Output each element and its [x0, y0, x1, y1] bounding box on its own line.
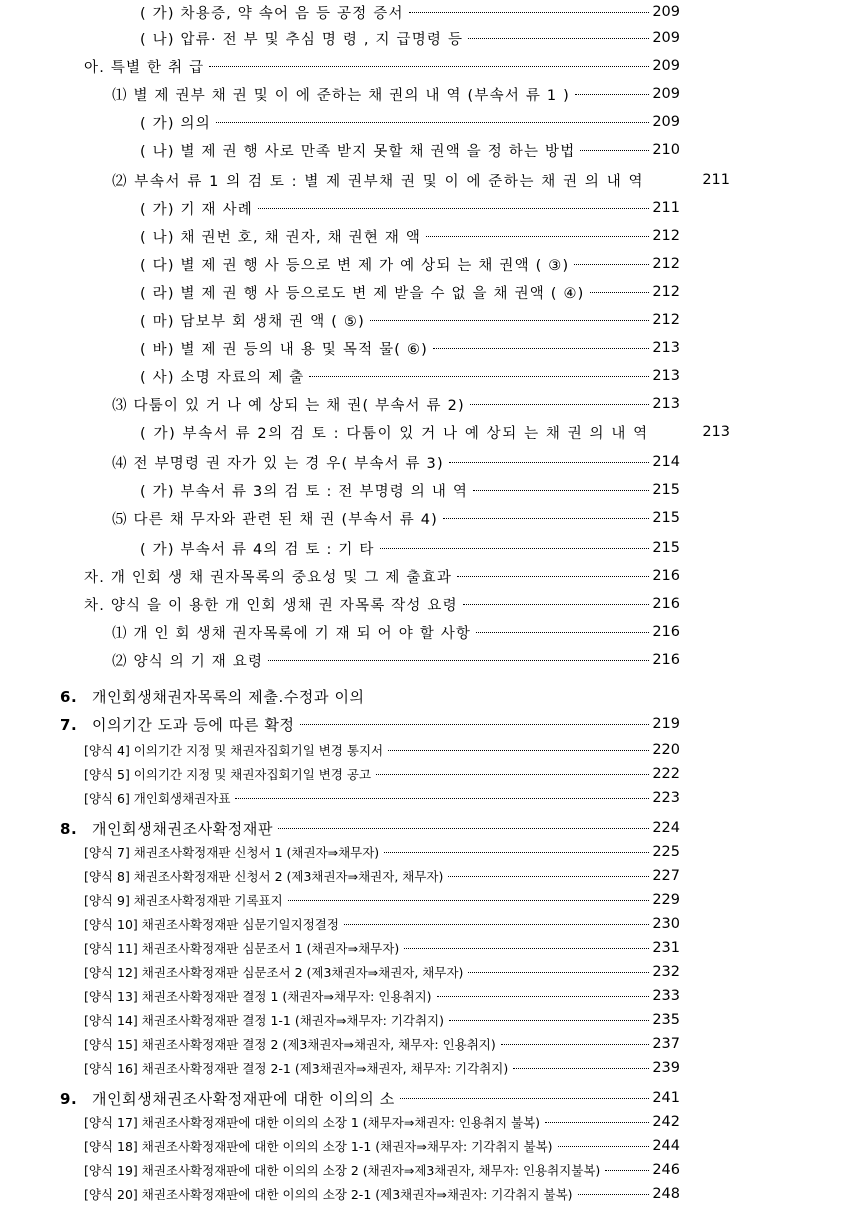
toc-entry[interactable]: [140, 420, 730, 444]
toc-entry-title: ( 라) 별 제 권 행 사 등으로도 변 제 받을 수 없 을 채 권액 ( ④): [140, 285, 585, 302]
page-number: 232: [652, 964, 680, 980]
toc-entry-title: ( 나) 압류· 전 부 및 추심 명 령 , 지 급명령 등: [140, 31, 464, 48]
toc-entry-title: [양식 17] 채권조사확정재판에 대한 이의의 소장 1 (채무자⇒채권자: 인용취지 불복): [84, 1115, 541, 1130]
toc-entry-title: [양식 16] 채권조사확정재판 결정 2-1 (제3채권자⇒채권자, 채무자: 기각취지): [84, 1061, 509, 1076]
page-number: 211: [702, 172, 730, 188]
page-number: 209: [652, 4, 680, 20]
page-number: 213: [652, 340, 680, 356]
leader-dots: [449, 461, 649, 463]
leader-dots: [216, 121, 649, 123]
leader-dots: [288, 899, 650, 901]
page-number: 227: [652, 868, 680, 884]
toc-entry-title: ( 가) 부속서 류 2의 검 토 : 다툼이 있 거 나 예 상되 는 채 권 의 내 역: [140, 425, 649, 442]
toc-form-entry[interactable]: [84, 1032, 680, 1056]
leader-dots: [448, 875, 649, 877]
leader-dots: [278, 827, 649, 829]
toc-entry-title: [60, 1088, 398, 1109]
toc-entry-title: ( 가) 의의: [140, 115, 211, 132]
leader-dots: [558, 1145, 650, 1147]
page-number: 239: [652, 1060, 680, 1076]
page-number: 209: [652, 86, 680, 102]
chapter-number: 8.: [60, 819, 78, 838]
toc-form-entry[interactable]: [84, 936, 680, 960]
toc-form-entry[interactable]: [84, 738, 680, 762]
toc-entry-title: ( 나) 채 권번 호, 채 권자, 채 권현 재 액: [140, 229, 422, 246]
page-number: 212: [652, 256, 680, 272]
page-number: 213: [652, 396, 680, 412]
toc-form-entry[interactable]: [84, 888, 680, 912]
toc-entry[interactable]: [84, 564, 680, 588]
leader-dots: [376, 773, 649, 775]
page-number: 231: [652, 940, 680, 956]
leader-dots: [235, 797, 649, 799]
toc-entry[interactable]: [112, 620, 680, 644]
toc-entry[interactable]: [84, 54, 680, 78]
leader-dots: [470, 403, 649, 405]
leader-dots: [590, 291, 650, 293]
page-number: 214: [652, 454, 680, 470]
leader-dots: [449, 1019, 649, 1021]
toc-form-entry[interactable]: [84, 1182, 680, 1206]
leader-dots: [501, 1043, 650, 1045]
page-number: 209: [652, 30, 680, 46]
leader-dots: [209, 65, 649, 67]
leader-dots: [409, 11, 650, 13]
toc-form-entry[interactable]: [84, 984, 680, 1008]
toc-form-entry[interactable]: [84, 1134, 680, 1158]
page-number: 233: [652, 988, 680, 1004]
page-number: 246: [652, 1162, 680, 1178]
page-number: 216: [652, 568, 680, 584]
toc-form-entry[interactable]: [84, 912, 680, 936]
toc-entry-title: [양식 18] 채권조사확정재판에 대한 이의의 소장 1-1 (채권자⇒채무자: 기각취지 불복): [84, 1139, 553, 1154]
toc-entry-title: ( 가) 부속서 류 3의 검 토 : 전 부명령 의 내 역: [140, 483, 469, 500]
page-number: 229: [652, 892, 680, 908]
page-number: 212: [652, 284, 680, 300]
chapter-number: 9.: [60, 1089, 78, 1108]
toc-entry[interactable]: [112, 168, 730, 192]
toc-entry[interactable]: [112, 392, 680, 416]
leader-dots: [605, 1169, 649, 1171]
toc-entry-title: [양식 11] 채권조사확정재판 심문조서 1 (채권자⇒채무자): [84, 941, 400, 956]
toc-entry[interactable]: [140, 536, 680, 560]
toc-entry-title: [양식 13] 채권조사확정재판 결정 1 (채권자⇒채무자: 인용취지): [84, 989, 432, 1004]
chapter-number: 7.: [60, 715, 78, 734]
toc-entry-title: ⑷ 전 부명령 권 자가 있 는 경 우( 부속서 류 3): [112, 455, 444, 472]
toc-entry-title: [양식 9] 채권조사확정재판 기록표지: [84, 893, 283, 908]
chapter-number: 6.: [60, 687, 78, 706]
toc-entry-title: [60, 714, 298, 735]
leader-dots: [463, 603, 649, 605]
toc-chapter-entry[interactable]: [60, 712, 680, 736]
toc-entry-title: [양식 19] 채권조사확정재판에 대한 이의의 소장 2 (채권자⇒제3채권자, 채무자: 인용취지불복): [84, 1163, 601, 1178]
toc-entry-title: [양식 6] 개인회생채권자표: [84, 791, 231, 806]
toc-form-entry[interactable]: [84, 762, 680, 786]
page-number: 224: [652, 820, 680, 836]
leader-dots: [473, 489, 649, 491]
leader-dots: [578, 1193, 650, 1195]
page-number: 216: [652, 652, 680, 668]
toc-entry[interactable]: [140, 478, 680, 502]
toc-entry-title: ( 가) 기 재 사례: [140, 201, 253, 218]
leader-dots: [344, 923, 649, 925]
leader-dots: [574, 263, 649, 265]
toc-entry-title: [양식 5] 이의기간 지정 및 채권자집회기일 변경 공고: [84, 767, 372, 782]
toc-form-entry[interactable]: [84, 1110, 680, 1134]
page-number: 242: [652, 1114, 680, 1130]
toc-entry[interactable]: [140, 26, 680, 50]
leader-dots: [580, 149, 649, 151]
leader-dots: [476, 631, 649, 633]
toc-entry-title: [양식 14] 채권조사확정재판 결정 1-1 (채권자⇒채무자: 기각취지): [84, 1013, 445, 1028]
toc-entry[interactable]: [140, 336, 680, 360]
leader-dots: [513, 1067, 649, 1069]
chapter-title: 개인회생채권조사확정재판: [92, 819, 274, 838]
toc-entry-title: ⑸ 다른 채 무자와 관련 된 채 권 (부속서 류 4): [112, 511, 439, 528]
leader-dots: [384, 851, 649, 853]
page-number: 212: [652, 312, 680, 328]
toc-entry-title: [60, 686, 368, 707]
leader-dots: [468, 37, 649, 39]
leader-dots: [437, 995, 650, 997]
toc-entry[interactable]: [112, 450, 680, 474]
leader-dots: [388, 749, 649, 751]
toc-entry-title: [양식 12] 채권조사확정재판 심문조서 2 (제3채권자⇒채권자, 채무자): [84, 965, 464, 980]
toc-entry[interactable]: [112, 648, 680, 672]
page-number: 220: [652, 742, 680, 758]
toc-entry-title: [양식 20] 채권조사확정재판에 대한 이의의 소장 2-1 (제3채권자⇒채권자: 기각취지 불복): [84, 1187, 573, 1202]
leader-dots: [575, 93, 649, 95]
toc-entry[interactable]: [140, 224, 680, 248]
toc-entry-title: ( 다) 별 제 권 행 사 등으로 변 제 가 예 상되 는 채 권액 ( ③): [140, 257, 570, 274]
toc-entry-title: ( 바) 별 제 권 등의 내 용 및 목적 물( ⑥): [140, 341, 429, 358]
page-number: 230: [652, 916, 680, 932]
toc-entry-title: ⑶ 다툼이 있 거 나 예 상되 는 채 권( 부속서 류 2): [112, 397, 465, 414]
toc-entry[interactable]: [112, 82, 680, 106]
page-number: 237: [652, 1036, 680, 1052]
chapter-title: 개인회생채권조사확정재판에 대한 이의의 소: [92, 1089, 395, 1108]
chapter-title: 개인회생채권자목록의 제출.수정과 이의: [92, 687, 365, 706]
leader-dots: [258, 207, 649, 209]
page-number: 211: [652, 200, 680, 216]
page-number: 248: [652, 1186, 680, 1202]
leader-dots: [309, 375, 649, 377]
page-number: 225: [652, 844, 680, 860]
toc-entry-title: 아. 특별 한 취 급: [84, 59, 205, 76]
leader-dots: [400, 1097, 649, 1099]
toc-entry[interactable]: [112, 506, 680, 530]
page-number: 213: [652, 368, 680, 384]
toc-form-entry[interactable]: [84, 1056, 680, 1080]
toc-entry-title: 자. 개 인회 생 채 권자목록의 중요성 및 그 제 출효과: [84, 569, 453, 586]
page-number: 244: [652, 1138, 680, 1154]
page-number: 209: [652, 58, 680, 74]
toc-entry-title: [양식 10] 채권조사확정재판 심문기일지정결정: [84, 917, 339, 932]
toc-entry-title: [양식 7] 채권조사확정재판 신청서 1 (채권자⇒채무자): [84, 845, 380, 860]
page-number: 222: [652, 766, 680, 782]
toc-entry-title: [60, 818, 276, 839]
leader-dots: [404, 947, 649, 949]
toc-chapter-entry[interactable]: [60, 816, 680, 840]
toc-entry[interactable]: [140, 138, 680, 162]
page-number: 216: [652, 596, 680, 612]
page-number: 215: [652, 540, 680, 556]
toc-entry-title: ⑴ 별 제 권부 채 권 및 이 에 준하는 채 권의 내 역 (부속서 류 1 ): [112, 87, 570, 104]
page-number: 210: [652, 142, 680, 158]
leader-dots: [545, 1121, 649, 1123]
toc-entry-title: ( 가) 부속서 류 4의 검 토 : 기 타: [140, 541, 375, 558]
toc-entry[interactable]: [84, 592, 680, 616]
leader-dots: [380, 547, 650, 549]
leader-dots: [468, 971, 649, 973]
page-number: 235: [652, 1012, 680, 1028]
toc-entry[interactable]: [140, 0, 680, 24]
toc-entry-title: ⑵ 양식 의 기 재 요령: [112, 653, 264, 670]
leader-dots: [268, 659, 649, 661]
page-number: 215: [652, 482, 680, 498]
toc-entry-title: ( 마) 담보부 회 생채 권 액 ( ⑤): [140, 313, 365, 330]
toc-entry-title: [양식 4] 이의기간 지정 및 채권자집회기일 변경 통지서: [84, 743, 384, 758]
leader-dots: [426, 235, 649, 237]
toc-entry[interactable]: [140, 110, 680, 134]
toc-form-entry[interactable]: [84, 840, 680, 864]
toc-entry[interactable]: [140, 252, 680, 276]
toc-entry[interactable]: [140, 308, 680, 332]
toc-entry-title: ( 가) 차용증, 약 속어 음 등 공정 증서: [140, 5, 404, 22]
page-number: 223: [652, 790, 680, 806]
page-number: 213: [702, 424, 730, 440]
toc-form-entry[interactable]: [84, 786, 680, 810]
toc-chapter-entry[interactable]: [60, 1086, 680, 1110]
leader-dots: [300, 723, 650, 725]
leader-dots: [370, 319, 649, 321]
toc-entry-title: ⑵ 부속서 류 1 의 검 토 : 별 제 권부채 권 및 이 에 준하는 채 권 의 내 역: [112, 173, 645, 190]
toc-entry-title: [양식 15] 채권조사확정재판 결정 2 (제3채권자⇒채권자, 채무자: 인용취지): [84, 1037, 496, 1052]
toc-entry[interactable]: [140, 196, 680, 220]
leader-dots: [433, 347, 649, 349]
toc-entry-title: ( 나) 별 제 권 행 사로 만족 받지 못할 채 권액 을 정 하는 방법: [140, 143, 576, 160]
leader-dots: [443, 517, 649, 519]
toc-form-entry[interactable]: [84, 1008, 680, 1032]
chapter-title: 이의기간 도과 등에 따른 확정: [92, 715, 295, 734]
toc-form-entry[interactable]: [84, 864, 680, 888]
toc-entry[interactable]: [140, 280, 680, 304]
toc-entry-title: ⑴ 개 인 회 생채 권자목록에 기 재 되 어 야 할 사항: [112, 625, 472, 642]
page-number: 216: [652, 624, 680, 640]
toc-entry-title: [양식 8] 채권조사확정재판 신청서 2 (제3채권자⇒채권자, 채무자): [84, 869, 444, 884]
toc-entry-title: 차. 양식 을 이 용한 개 인회 생채 권 자목록 작성 요령: [84, 597, 458, 614]
page-number: 215: [652, 510, 680, 526]
toc-form-entry[interactable]: [84, 1158, 680, 1182]
toc-entry[interactable]: [140, 364, 680, 388]
page-number: 209: [652, 114, 680, 130]
toc-entry-title: ( 사) 소명 자료의 제 출: [140, 369, 305, 386]
toc-form-entry[interactable]: [84, 960, 680, 984]
leader-dots: [457, 575, 649, 577]
page-number: 212: [652, 228, 680, 244]
toc-chapter-entry[interactable]: [60, 684, 680, 708]
page-number: 241: [652, 1090, 680, 1106]
page-number: 219: [652, 716, 680, 732]
